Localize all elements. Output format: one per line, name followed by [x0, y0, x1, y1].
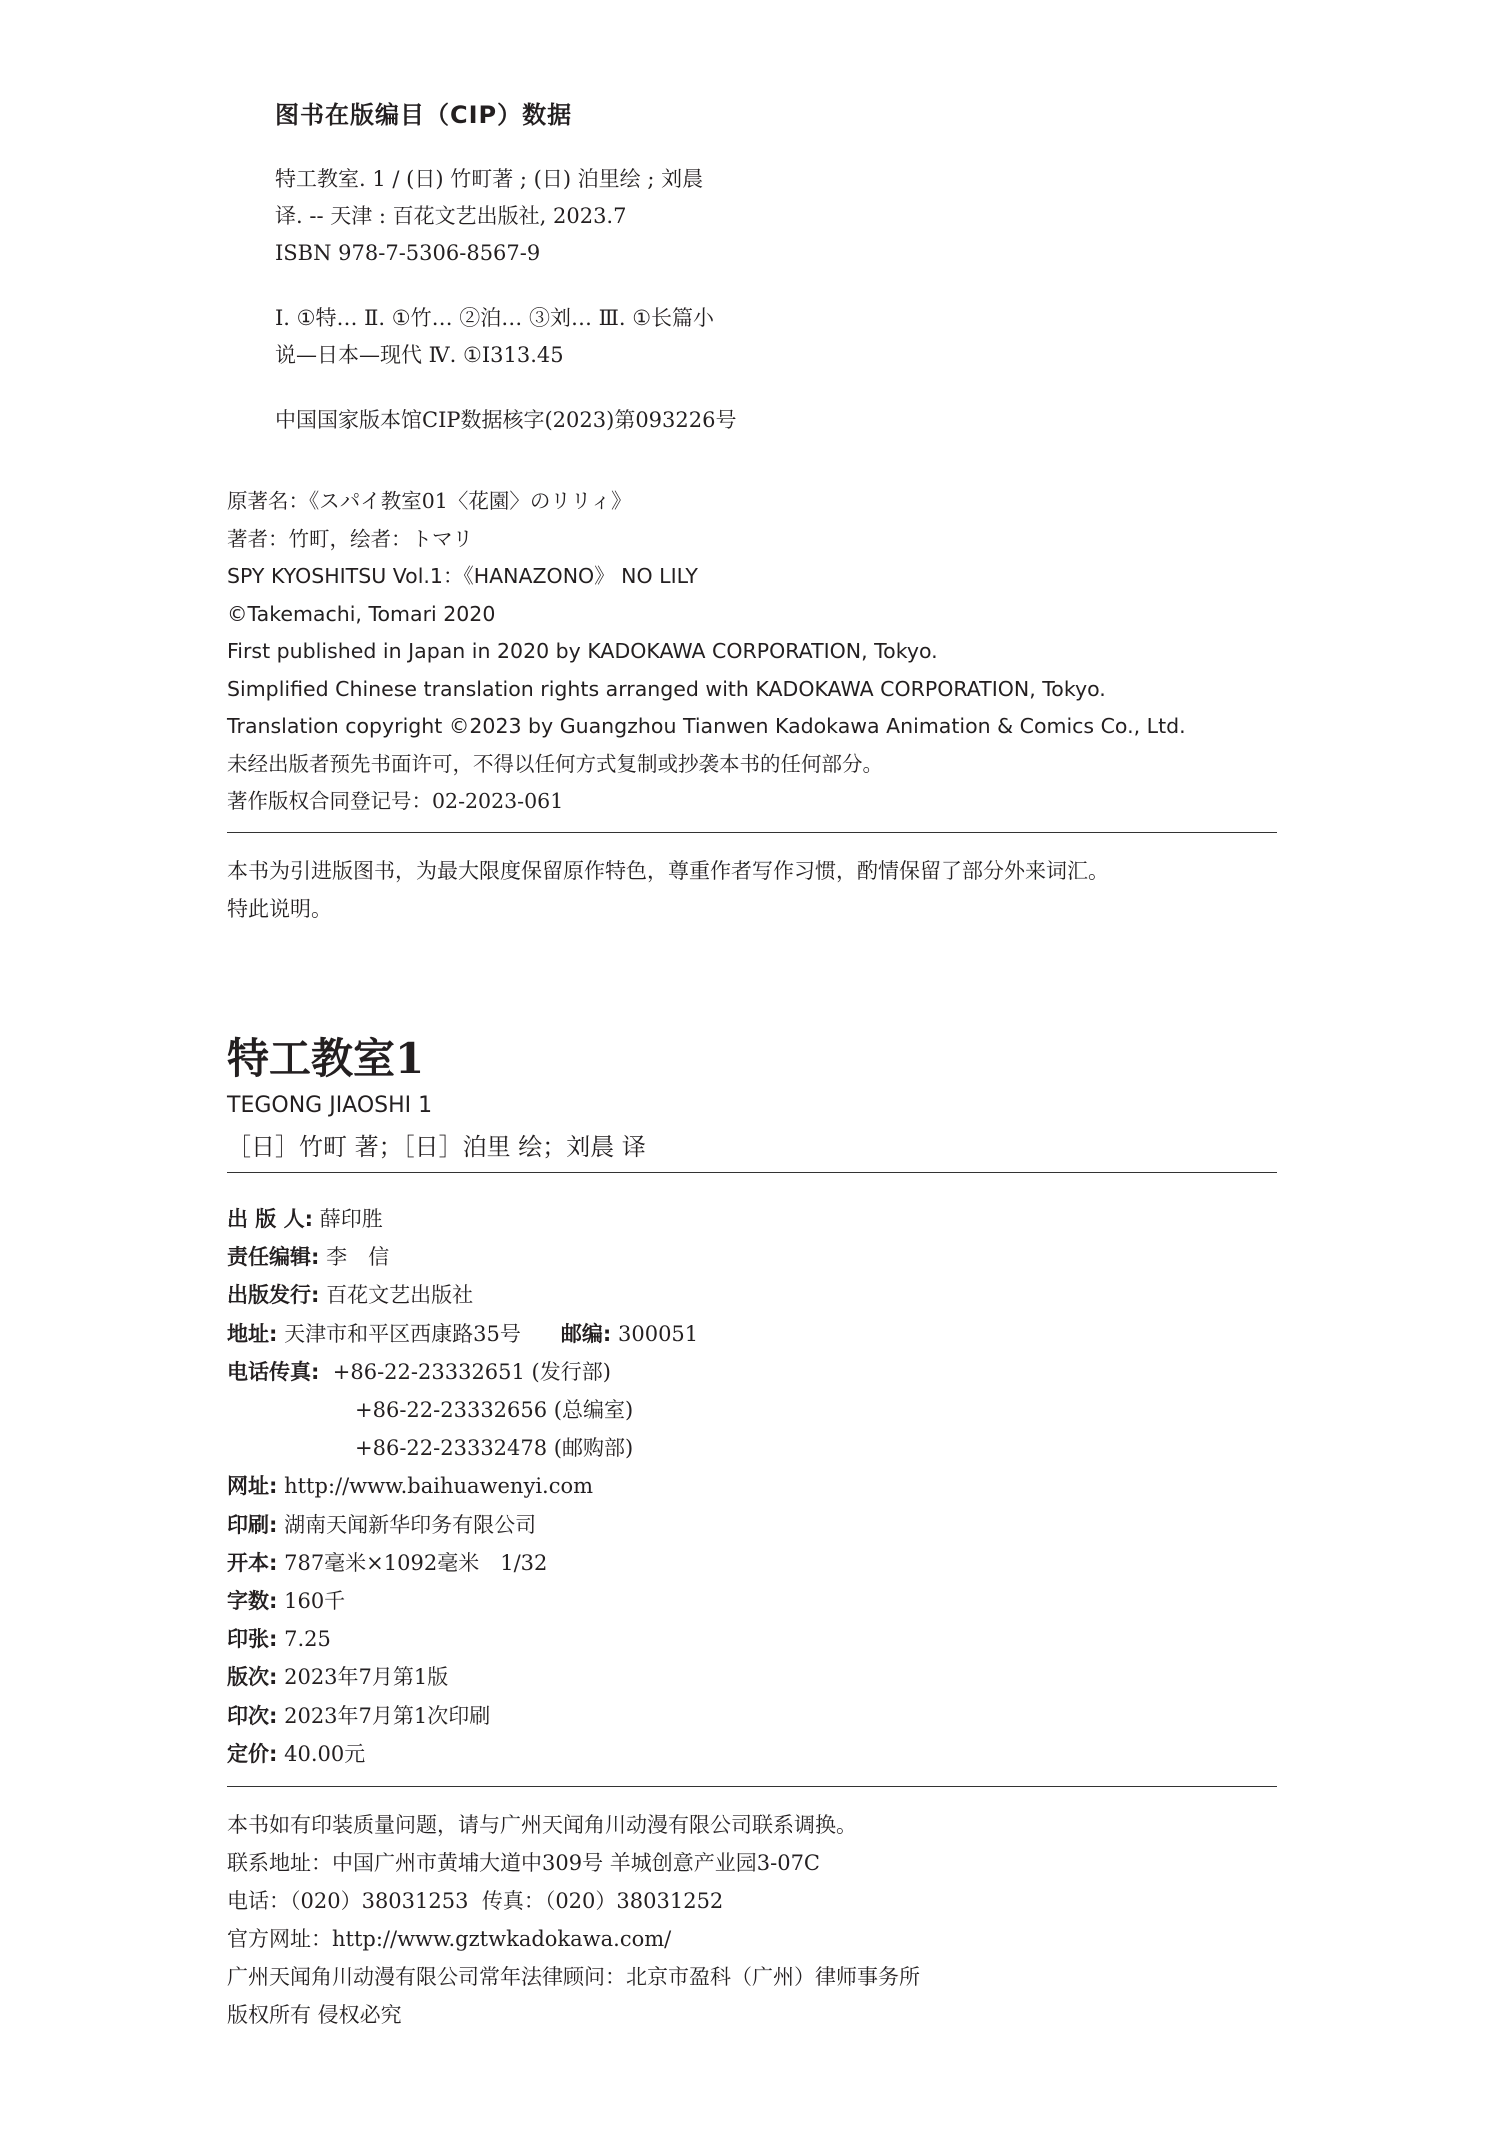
publication-details [227, 1200, 698, 1773]
english-title: SPY KYOSHITSU Vol.1：《HANAZONO》 NO LILY [227, 564, 698, 588]
legal-counsel: 广州天闻角川动漫有限公司常年法律顾问：北京市盈科（广州）律师事务所 [227, 1965, 920, 1989]
original-authors: 著者：竹町，绘者：トマリ [227, 526, 473, 551]
postcode-label: 邮编: [560, 1321, 612, 1346]
translation-copyright-line: Translation copyright ©2023 by Guangzhou Tianwen Kadokawa Animation & Comics Co., Ltd. [227, 714, 1186, 738]
price-row [227, 1735, 698, 1773]
copyright-line: ©Takemachi, Tomari 2020 [227, 601, 496, 626]
phone-value: +86-22-23332478 (邮购部) [355, 1436, 634, 1461]
format-value: 787毫米×1092毫米 1/32 [284, 1550, 548, 1575]
printer-row [227, 1506, 698, 1544]
wordcount-value: 160千 [284, 1589, 346, 1614]
publisher-row [227, 1200, 698, 1238]
price-label: 定价: [227, 1741, 278, 1766]
address-label: 地址: [227, 1321, 278, 1346]
cip-number: 中国国家版本馆CIP数据核字(2023)第093226号 [275, 408, 737, 432]
book-title: 特工教室1 [227, 1034, 425, 1083]
divider [227, 832, 1277, 833]
sheets-value: 7.25 [284, 1627, 331, 1652]
rights-block [227, 483, 1277, 821]
book-title-pinyin: TEGONG JIAOSHI 1 [227, 1093, 433, 1118]
original-title: 原著名：《スパイ教室01〈花園〉のリリィ》 [227, 489, 632, 513]
first-published-line: First published in Japan in 2020 by KADOKAWA CORPORATION, Tokyo. [227, 639, 938, 663]
website-row [227, 1467, 698, 1505]
sheets-label: 印张: [227, 1627, 278, 1652]
website-label: 网址: [227, 1474, 278, 1499]
phone-row [227, 1429, 698, 1467]
cip-classification: 说—日本—现代 Ⅳ. ①I313.45 [275, 343, 564, 367]
phone-value: +86-22-23332651 (发行部) [332, 1359, 611, 1384]
notice-line: 本书为引进版图书，为最大限度保留原作特色，尊重作者写作习惯，酌情保留了部分外来词汇。 [227, 859, 1109, 883]
wordcount-label: 字数: [227, 1589, 278, 1614]
phone-value: +86-22-23332656 (总编室) [355, 1398, 634, 1423]
publisher-value: 薛印胜 [319, 1207, 383, 1231]
format-label: 开本: [227, 1550, 278, 1575]
wordcount-row [227, 1582, 698, 1620]
address-row [227, 1315, 698, 1353]
editor-label: 责任编辑: [227, 1245, 320, 1270]
website-value[interactable]: http://www.baihuawenyi.com [284, 1474, 594, 1499]
printing-row [227, 1697, 698, 1735]
contact-phone: 电话：（020）38031253 传真：（020）38031252 [227, 1889, 724, 1913]
distributor-value: 百花文艺出版社 [326, 1283, 474, 1308]
editor-row [227, 1238, 698, 1276]
cip-line: 译. -- 天津 : 百花文艺出版社, 2023.7 [275, 204, 627, 228]
no-copy-line: 未经出版者预先书面许可，不得以任何方式复制或抄袭本书的任何部分。 [227, 751, 883, 776]
price-value: 40.00元 [284, 1741, 366, 1766]
sheets-row [227, 1620, 698, 1658]
edition-row [227, 1658, 698, 1696]
cip-isbn: ISBN 978-7-5306-8567-9 [275, 241, 541, 265]
format-row [227, 1544, 698, 1582]
contact-address: 联系地址：中国广州市黄埔大道中309号 羊城创意产业园3-07C [227, 1851, 821, 1875]
divider [227, 1172, 1277, 1173]
edition-value: 2023年7月第1版 [284, 1665, 449, 1690]
notice-line: 特此说明。 [227, 897, 332, 921]
cip-line: 特工教室. 1 / (日) 竹町著 ; (日) 泊里绘 ; 刘晨 [275, 167, 704, 191]
quality-notice: 本书如有印装质量问题，请与广州天闻角川动漫有限公司联系调换。 [227, 1813, 857, 1837]
printer-label: 印刷: [227, 1512, 278, 1537]
publisher-label: 出 版 人: [227, 1207, 314, 1231]
registration-line: 著作版权合同登记号：02-2023-061 [227, 789, 564, 813]
cip-classification: Ⅰ. ①特… Ⅱ. ①竹… ②泊… ③刘… Ⅲ. ①长篇小 [275, 306, 715, 330]
printing-value: 2023年7月第1次印刷 [284, 1703, 491, 1728]
official-website[interactable]: 官方网址：http://www.gztwkadokawa.com/ [227, 1927, 672, 1951]
phone-row [227, 1353, 698, 1391]
book-title-block [227, 1032, 646, 1168]
divider [227, 1786, 1277, 1787]
notice-block [227, 852, 1287, 928]
phone-label: 电话传真: [227, 1359, 320, 1384]
translation-rights-line: Simplified Chinese translation rights arranged with KADOKAWA CORPORATION, Tokyo. [227, 676, 1106, 701]
address-value: 天津市和平区西康路35号 [284, 1321, 521, 1346]
cip-block [275, 98, 737, 439]
phone-row [227, 1391, 698, 1429]
edition-label: 版次: [227, 1665, 278, 1690]
cip-title: 图书在版编目（CIP）数据 [275, 101, 573, 129]
book-credits: ［日］竹町 著；［日］泊里 绘；刘晨 译 [227, 1133, 646, 1161]
printer-value: 湖南天闻新华印务有限公司 [284, 1512, 537, 1537]
printing-label: 印次: [227, 1703, 278, 1728]
footer-block [227, 1806, 1287, 2034]
rights-reserved: 版权所有 侵权必究 [227, 2003, 402, 2027]
distributor-label: 出版发行: [227, 1283, 320, 1308]
editor-value: 李 信 [326, 1245, 390, 1270]
distributor-row [227, 1276, 698, 1314]
postcode-value: 300051 [617, 1321, 699, 1346]
